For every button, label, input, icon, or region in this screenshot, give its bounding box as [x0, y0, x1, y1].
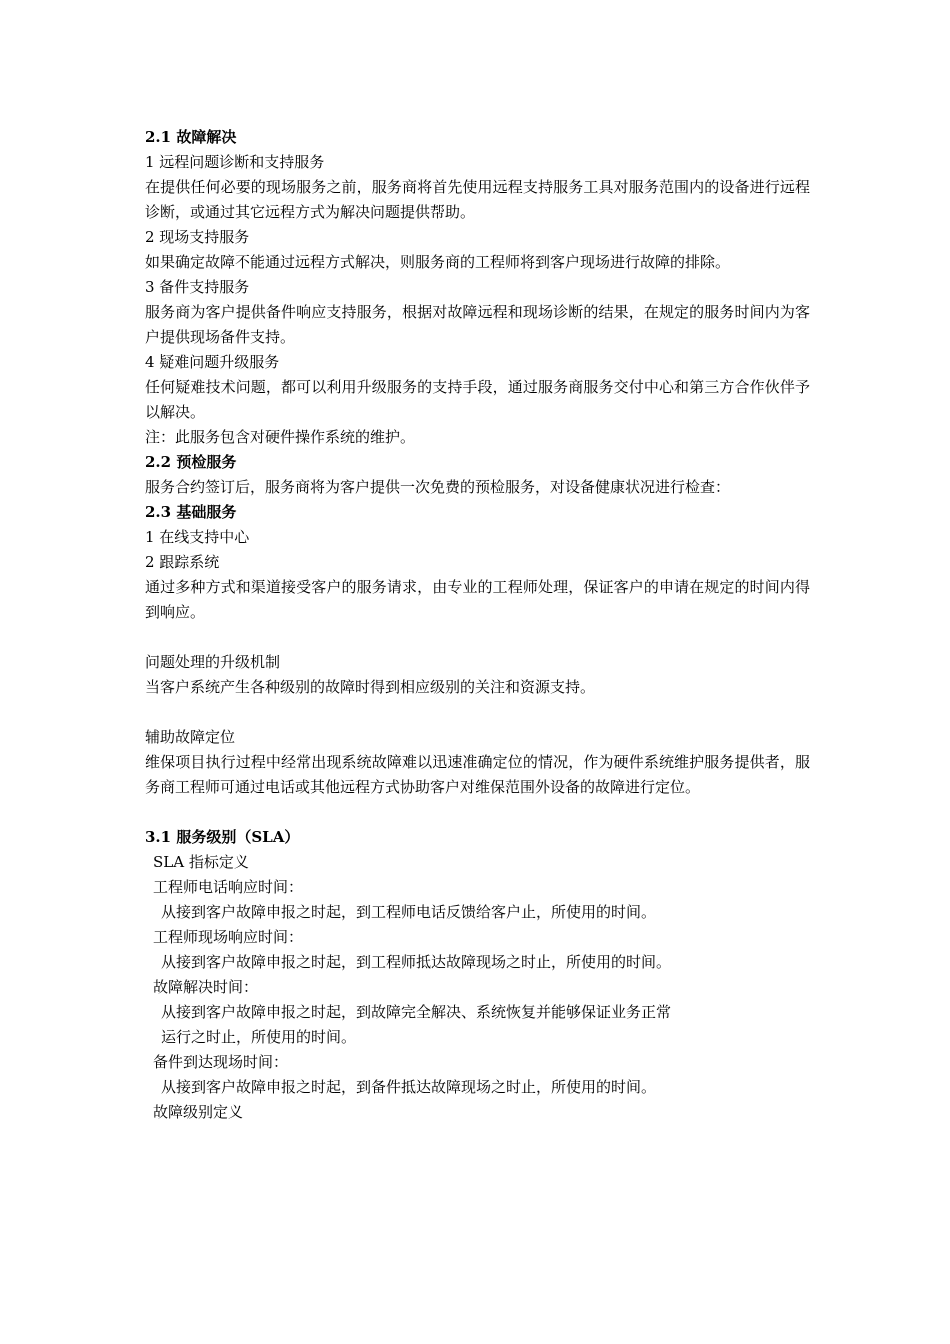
escalation-mechanism-body: 当客户系统产生各种级别的故障时得到相应级别的关注和资源支持。 [145, 678, 596, 696]
item-parts-body: 服务商为客户提供备件响应支持服务，根据对故障远程和现场诊断的结果，在规定的服务时间内为客户提供现场备件支持。 [145, 303, 810, 346]
item-escalation-body: 任何疑难技术问题，都可以利用升级服务的支持手段，通过服务商服务交付中心和第三方合作伙伴予以解决。 [145, 378, 810, 421]
item-escalation-title: 4 疑难问题升级服务 [145, 353, 280, 371]
resolve-time-title: 故障解决时间： [153, 978, 259, 996]
parts-arrival-title: 备件到达现场时间： [153, 1053, 289, 1071]
onsite-response-title: 工程师现场响应时间： [153, 928, 304, 946]
tracking-body: 通过多种方式和渠道接受客户的服务请求，由专业的工程师处理，保证客户的申请在规定的时间内得到响应。 [145, 578, 810, 621]
spacer [145, 625, 810, 650]
spacer [145, 700, 810, 725]
section-heading-2-3: 2.3 基础服务 [145, 503, 237, 521]
fault-level-definition-title: 故障级别定义 [153, 1103, 244, 1121]
resolve-time-body-1: 从接到客户故障申报之时起，到故障完全解决、系统恢复并能够保证业务正常 [161, 1003, 672, 1021]
item-tracking-system: 2 跟踪系统 [145, 553, 220, 571]
aux-locate-title: 辅助故障定位 [145, 728, 236, 746]
parts-arrival-body: 从接到客户故障申报之时起，到备件抵达故障现场之时止，所使用的时间。 [161, 1078, 657, 1096]
phone-response-title: 工程师电话响应时间： [153, 878, 304, 896]
item-online-center: 1 在线支持中心 [145, 528, 250, 546]
resolve-time-body-2: 运行之时止，所使用的时间。 [161, 1028, 357, 1046]
aux-locate-body: 维保项目执行过程中经常出现系统故障难以迅速准确定位的情况，作为硬件系统维护服务提供者，服务商工程师可通过电话或其他远程方式协助客户对维保范围外设备的故障进行定位。 [145, 753, 810, 796]
section-heading-3-1: 3.1 服务级别（SLA） [145, 828, 300, 846]
spacer [145, 800, 810, 825]
item-onsite-body: 如果确定故障不能通过远程方式解决，则服务商的工程师将到客户现场进行故障的排除。 [145, 253, 731, 271]
onsite-response-body: 从接到客户故障申报之时起，到工程师抵达故障现场之时止，所使用的时间。 [161, 953, 672, 971]
item-parts-title: 3 备件支持服务 [145, 278, 250, 296]
section-heading-2-1: 2.1 故障解决 [145, 128, 237, 146]
escalation-mechanism-title: 问题处理的升级机制 [145, 653, 281, 671]
precheck-body: 服务合约签订后，服务商将为客户提供一次免费的预检服务，对设备健康状况进行检查： [145, 478, 731, 496]
section-heading-2-2: 2.2 预检服务 [145, 453, 237, 471]
section-note: 注：此服务包含对硬件操作系统的维护。 [145, 428, 416, 446]
item-onsite-title: 2 现场支持服务 [145, 228, 250, 246]
phone-response-body: 从接到客户故障申报之时起，到工程师电话反馈给客户止，所使用的时间。 [161, 903, 657, 921]
document-page [145, 125, 810, 1125]
item-remote-body: 在提供任何必要的现场服务之前，服务商将首先使用远程支持服务工具对服务范围内的设备进行远程诊断，或通过其它远程方式为解决问题提供帮助。 [145, 178, 810, 221]
sla-definition-title: SLA 指标定义 [153, 853, 249, 871]
item-remote-title: 1 远程问题诊断和支持服务 [145, 153, 325, 171]
